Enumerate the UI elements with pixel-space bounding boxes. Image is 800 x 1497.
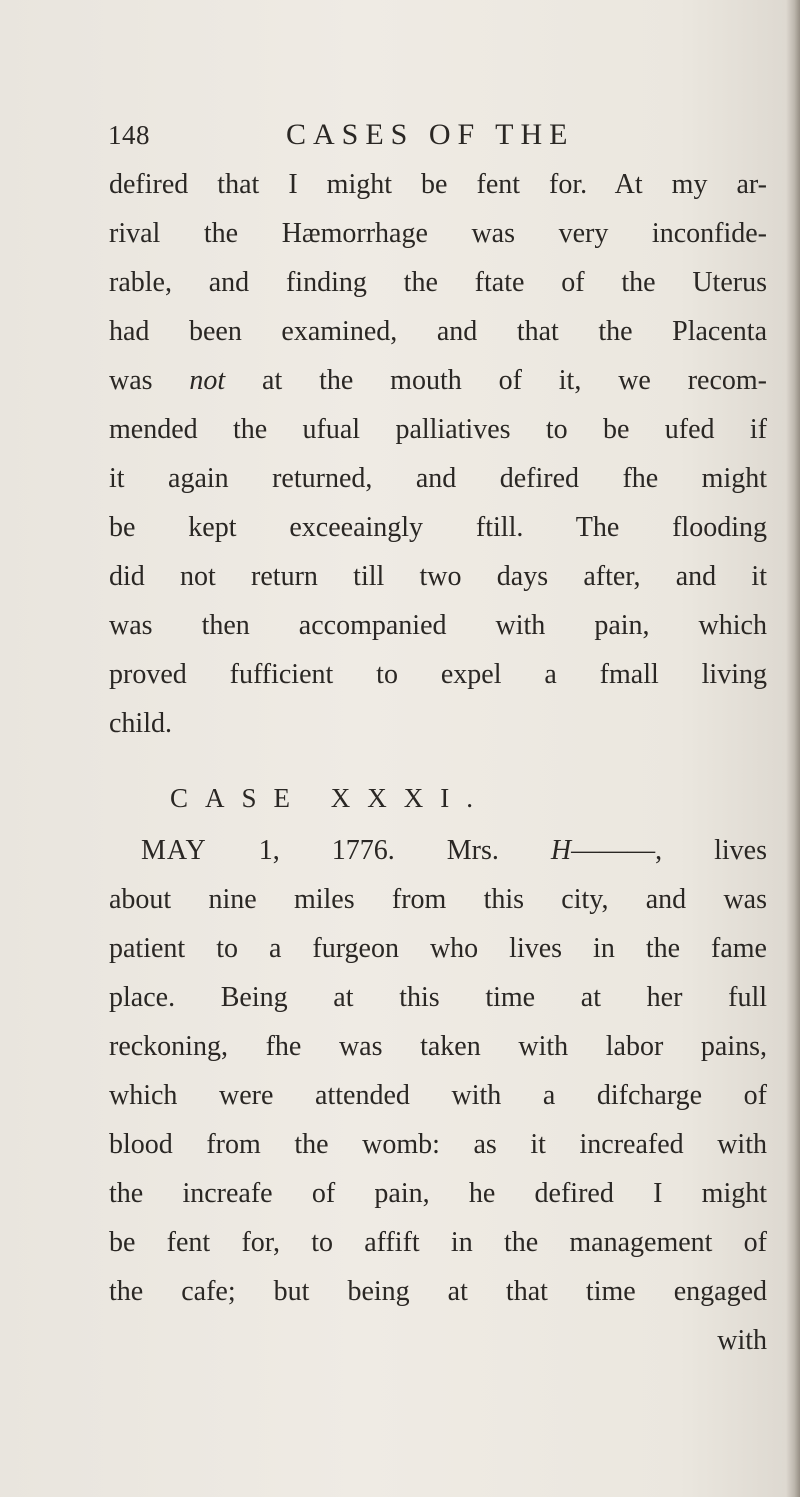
text-line: reckoning, fhe was taken with labor pains,	[109, 1031, 767, 1062]
page-edge-shadow	[786, 0, 800, 1497]
text-line: rable, and finding the ftate of the Uterus	[109, 267, 767, 298]
text-line	[109, 826, 767, 875]
text-line	[109, 356, 767, 405]
text-segment: was	[109, 365, 190, 396]
text-line: patient to a furgeon who lives in the fame	[109, 933, 767, 964]
catchword: with	[717, 1325, 767, 1356]
text-line: be kept exceeaingly ftill. The flooding	[109, 512, 767, 543]
text-line: be fent for, to affift in the management of	[109, 1227, 767, 1258]
text-line: mended the ufual palliatives to be ufed if	[109, 414, 767, 445]
text-segment: 1, 1776. Mrs.	[206, 835, 551, 866]
patient-name: H	[550, 835, 572, 866]
text-segment: ———, lives	[571, 835, 767, 866]
text-line: rival the Hæmorrhage was very inconfide-	[109, 218, 767, 249]
text-line: about nine miles from this city, and was	[109, 884, 767, 915]
body-text	[109, 160, 767, 1365]
text-line: the cafe; but being at that time engaged	[109, 1276, 767, 1307]
text-segment: at the mouth of it, we recom-	[225, 365, 767, 396]
text-line: place. Being at this time at her full	[109, 982, 767, 1013]
text-line: child.	[109, 708, 172, 739]
page-number: 148	[108, 120, 150, 150]
text-line: which were attended with a difcharge of	[109, 1080, 767, 1111]
text-line: defired that I might be fent for. At my ar-	[109, 169, 767, 200]
text-segment: MAY	[141, 835, 207, 866]
case-heading: CASE XXXI.	[170, 783, 491, 813]
running-head: CASES OF THE	[286, 118, 575, 151]
text-line: the increafe of pain, he defired I might	[109, 1178, 767, 1209]
text-line: it again returned, and defired fhe might	[109, 463, 767, 494]
emphasis-text: not	[189, 365, 226, 396]
text-line: blood from the womb: as it increafed with	[109, 1129, 767, 1160]
text-line: had been examined, and that the Placenta	[109, 316, 767, 347]
text-line: did not return till two days after, and it	[109, 561, 767, 592]
page-header	[0, 118, 800, 158]
text-line: was then accompanied with pain, which	[109, 610, 767, 641]
text-line: proved fufficient to expel a fmall living	[109, 659, 767, 690]
